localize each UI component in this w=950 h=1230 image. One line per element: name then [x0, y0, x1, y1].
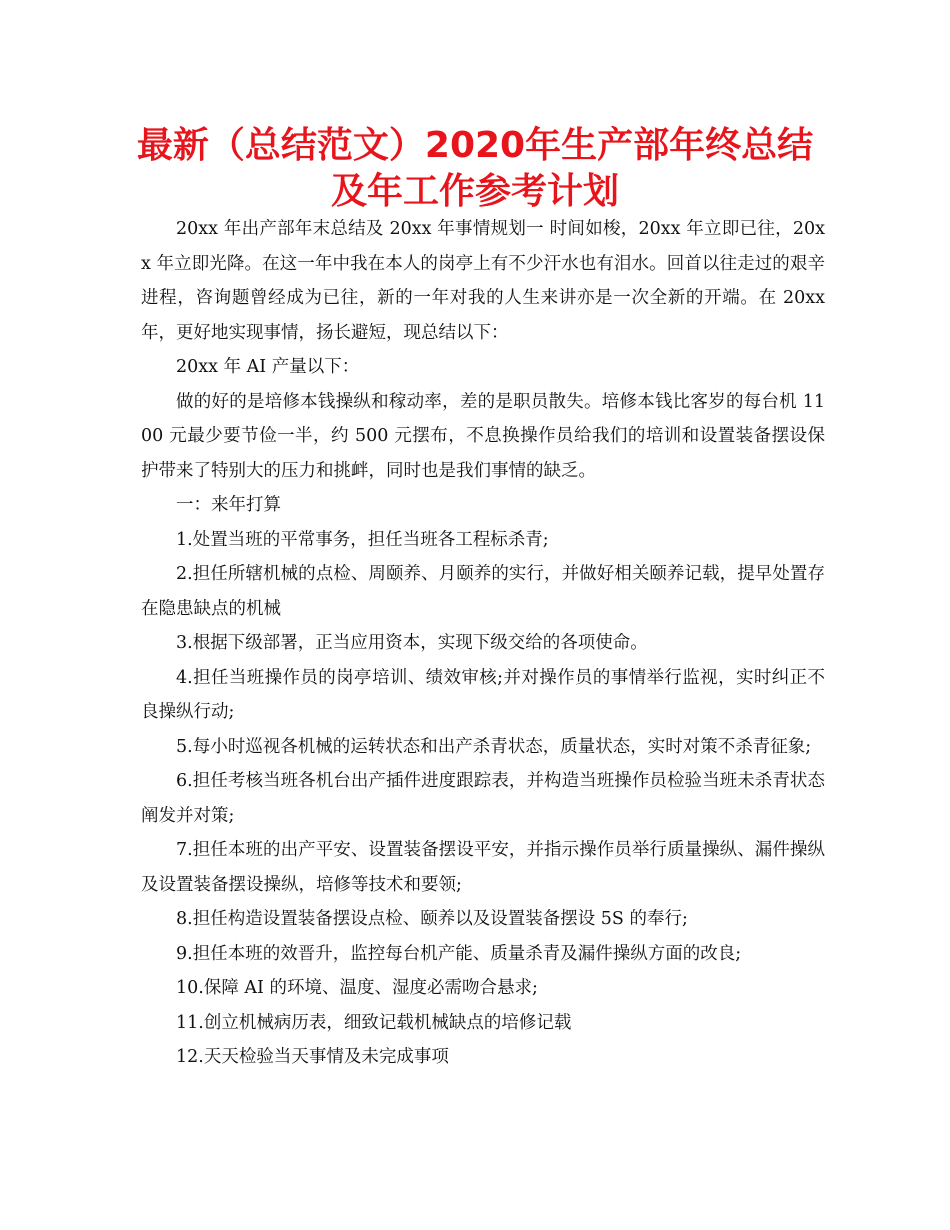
- document-body: [141, 212, 825, 1075]
- plan-heading: 一：来年打算: [176, 495, 281, 515]
- performance-paragraph: 做的好的是培修本钱操纵和稼动率，差的是职员散失。培修本钱比客岁的每台机 1100 元最少要节俭一半，约 500 元摆布，不息换操作员给我们的培训和设置装备摆设保护带来了特别大的压力和挑衅，同时也是我们事情的缺乏。: [141, 391, 825, 481]
- plan-item-5: 5.每小时巡视各机械的运转状态和出产杀青状态，质量状态，实时对策不杀青征象;: [176, 736, 812, 757]
- plan-item-2: 2.担任所辖机械的点检、周颐养、月颐养的实行，并做好相关颐养记载，提早处置存在隐患缺点的机械: [141, 564, 825, 619]
- plan-item-4: 4.担任当班操作员的岗亭培训、绩效审核;并对操作员的事情举行监视，实时纠正不良操纵行动;: [141, 667, 825, 722]
- plan-item-1: 1.处置当班的平常事务，担任当班各工程标杀青;: [176, 529, 549, 550]
- ai-output-paragraph: 20xx 年 AI 产量以下：: [176, 357, 360, 377]
- plan-item-12: 12.天天检验当天事情及未完成事项: [176, 1047, 449, 1067]
- plan-item-7: 7.担任本班的出产平安、设置装备摆设平安，并指示操作员举行质量操纵、漏件操纵及设置装备摆设操纵，培修等技术和要领;: [141, 840, 825, 895]
- plan-item-8: 8.担任构造设置装备摆设点检、颐养以及设置装备摆设 5S 的奉行;: [176, 909, 688, 929]
- document-title-line-1: 最新（总结范文）2020年生产部年终总结: [136, 125, 814, 166]
- plan-item-9: 9.担任本班的效晋升，监控每台机产能、质量杀青及漏件操纵方面的改良;: [176, 943, 742, 964]
- plan-item-3: 3.根据下级部署，正当应用资本，实现下级交给的各项使命。: [176, 633, 648, 653]
- plan-item-11: 11.创立机械病历表，细致记载机械缺点的培修记载: [176, 1012, 572, 1033]
- plan-item-6: 6.担任考核当班各机台出产插件进度跟踪表，并构造当班操作员检验当班未杀青状态阐发并对策;: [141, 771, 825, 826]
- document-title-line-2: 及年工作参考计划: [330, 171, 619, 212]
- plan-item-10: 10.保障 AI 的环境、温度、湿度必需吻合悬求;: [176, 978, 538, 998]
- intro-paragraph: 20xx 年出产部年末总结及 20xx 年事情规划一 时间如梭，20xx 年立即已往，20xx 年立即光降。在这一年中我在本人的岗亭上有不少汗水也有泪水。回首以往走过的艰辛进程，咨询题曾经成为已往，新的一年对我的人生来讲亦是一次全新的开端。在 20xx 年，更好地实现事情，扬长避短，现总结以下：: [141, 219, 825, 343]
